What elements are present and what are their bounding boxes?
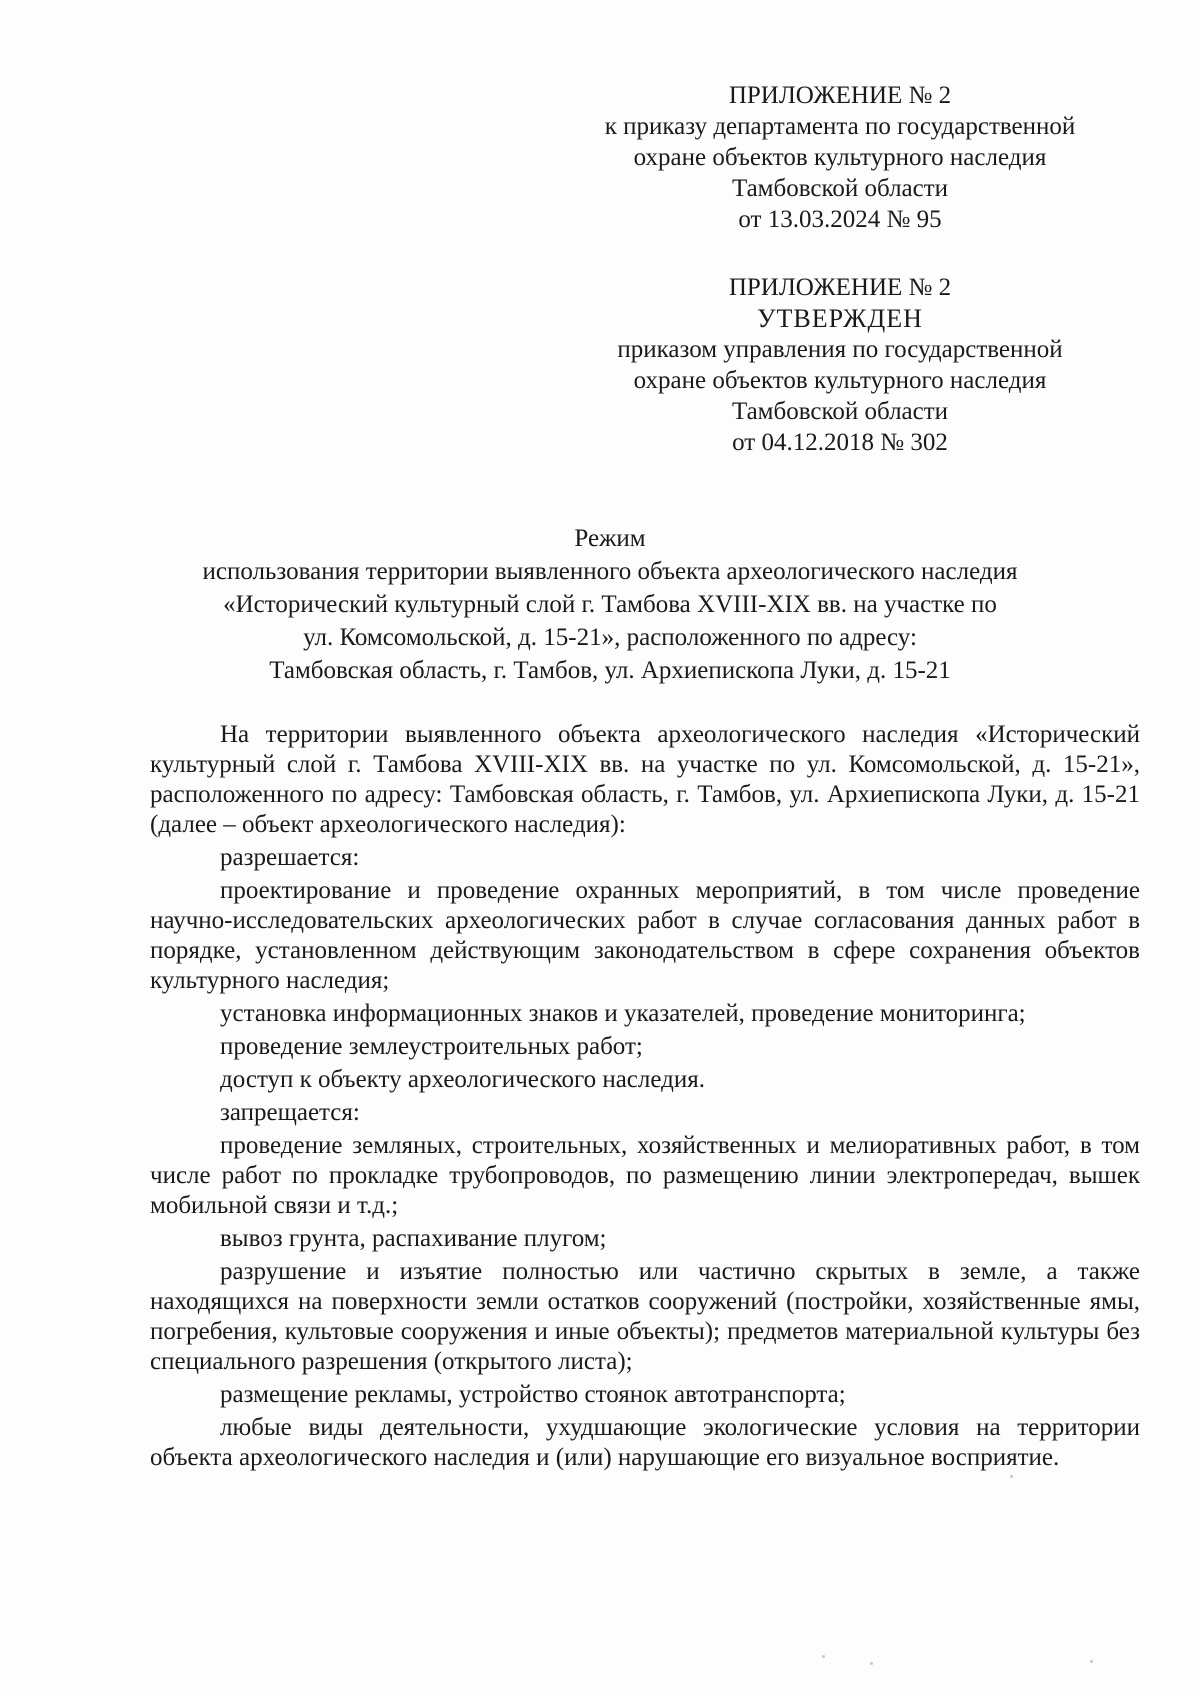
appendix-line: охране объектов культурного наследия [633,367,1047,394]
allowed-item: доступ к объекту археологического наследия. [220,1066,705,1093]
allowed-heading: разрешается: [220,844,360,871]
intro-paragraph: На территории выявленного объекта археологического наследия «Исторический культурный слой г. Тамбова XVIII-XIX вв. на участке по ул. Комсомольской, д. 15-21», расположенного по адресу: Тамбовская область, г. Тамбов, ул. Архиепископа Луки, д. 15-21 (далее – объект археологического наследия): [150,721,1140,838]
document-title [150,522,1070,687]
appendix-line: охране объектов культурного наследия [633,144,1047,171]
title-heading: Режим [574,525,646,552]
appendix-title: ПРИЛОЖЕНИЕ № 2 [728,274,952,301]
forbidden-item: вывоз грунта, распахивание плугом; [220,1225,607,1252]
scan-speck [1090,1660,1093,1663]
appendix-header-original [560,272,1120,458]
forbidden-item: разрушение и изъятие полностью или частично скрытых в земле, а также находящихся на поверхности земли остатков сооружений (постройки, хозяйственные ямы, погребения, культовые сооружения и иные объекты); предметов материальной культуры без специального разрешения (открытого листа); [150,1258,1140,1375]
appendix-line: от 13.03.2024 № 95 [738,206,942,233]
approved-label: УТВЕРЖДЕН [757,304,923,333]
scan-speck [870,1662,873,1665]
allowed-item: установка информационных знаков и указателей, проведение мониторинга; [220,1000,1026,1027]
scan-speck [1010,1475,1013,1478]
appendix-line: приказом управления по государственной [617,336,1063,363]
appendix-line: Тамбовской области [731,398,949,425]
title-line: ул. Комсомольской, д. 15-21», расположенного по адресу: [303,624,917,651]
document-body [150,720,1140,1476]
title-line: «Исторический культурный слой г. Тамбова XVIII-XIX вв. на участке по [223,591,997,618]
forbidden-heading: запрещается: [220,1099,360,1126]
allowed-item: проектирование и проведение охранных мероприятий, в том числе проведение научно-исследовательских археологических работ в случае согласования данных работ в порядке, установленном действующим законодательством в сфере сохранения объектов культурного наследия; [150,877,1140,994]
allowed-item: проведение землеустроительных работ; [220,1033,643,1060]
title-line: использования территории выявленного объекта археологического наследия [202,558,1018,585]
appendix-title: ПРИЛОЖЕНИЕ № 2 [728,82,952,109]
appendix-line: к приказу департамента по государственной [604,113,1076,140]
title-line: Тамбовская область, г. Тамбов, ул. Архиепископа Луки, д. 15-21 [269,657,951,684]
appendix-line: Тамбовской области [731,175,949,202]
appendix-header-current [560,80,1120,235]
forbidden-item: размещение рекламы, устройство стоянок автотранспорта; [220,1381,846,1408]
forbidden-item: любые виды деятельности, ухудшающие экологические условия на территории объекта археологического наследия и (или) нарушающие его визуальное восприятие. [150,1414,1140,1471]
scan-speck [822,1655,825,1658]
forbidden-item: проведение земляных, строительных, хозяйственных и мелиоративных работ, в том числе работ по прокладке трубопроводов, по размещению линии электропередач, вышек мобильной связи и т.д.; [150,1132,1140,1219]
appendix-line: от 04.12.2018 № 302 [732,429,948,456]
